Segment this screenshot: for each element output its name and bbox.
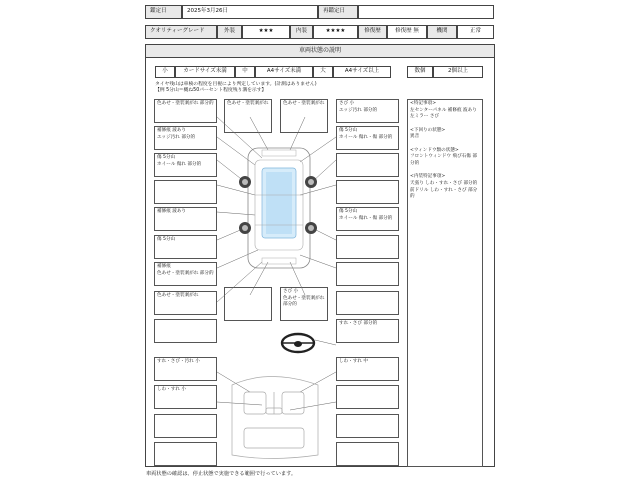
repair-history-value: 修復歴 無 (387, 25, 427, 39)
damage-note-left: しわ・すれ 小 (154, 385, 217, 409)
car-top-view (248, 148, 310, 268)
quality-grade-label: クオリティーグレード (145, 25, 217, 39)
damage-note-right: さび 小 エッジ汚れ 部分的 (336, 99, 399, 123)
damage-note-right: 傷 5分山 ホイール 傷れ・傷 部分的 (336, 126, 399, 150)
legend-large-desc: A4サイズ以上 (333, 66, 391, 78)
damage-note-inner-right: さび 小 色あせ・塗装剥がれ 部分的 (280, 287, 328, 321)
damage-note-left: 色あせ・塗装剥がれ 部分的 (154, 99, 217, 123)
steering-wheel-icon (282, 334, 314, 352)
footer-note: 車両状態の確認は、停止状態で実施できる範囲で行っています。 (146, 471, 297, 477)
section-title: 車両状態の説明 (145, 44, 495, 58)
damage-note-right: 傷 5分山 ホイール 傷れ・傷 部分的 (336, 207, 399, 231)
legend-medium-desc: A4サイズ未満 (255, 66, 313, 78)
legend-large: 大 (313, 66, 333, 78)
notes-panel: <特記事項> 左センターパネル 補修痕 波あり 左ミラー さび <下回りの状態> 異音 <ウィンドウ類の状態> フロントウィンドウ 飛び石傷 部分的 <内装特記事項> 天張り しわ・すれ・さび 部分的 前ドリル しわ・すれ・さび 部分的 (407, 99, 483, 467)
reinspection-label: 再鑑定日 (318, 5, 358, 19)
leader-lines (217, 117, 336, 410)
repair-history-label: 修復歴 (358, 25, 387, 39)
tire-note-line1: タイヤ残山は車検の程度を目視により判定しています。(計測はありません) (155, 82, 317, 87)
damage-note-inner-left: 色あせ・塗装剥がれ (224, 99, 272, 133)
legend-small-desc: カードサイズ未満 (175, 66, 235, 78)
legend-medium: 中 (235, 66, 255, 78)
inspection-date-label: 鑑定日 (145, 5, 182, 19)
interior-label: 内装 (290, 25, 313, 39)
legend-small: 小 (155, 66, 175, 78)
legend-count-desc: 2個以上 (433, 66, 483, 78)
legend-count-label: 数個 (407, 66, 433, 78)
engine-label: 機関 (427, 25, 457, 39)
inspection-date-value: 2025年3月26日 (182, 5, 318, 19)
tire-note-line2: 【例 5分山＝概ね50パーセント程度残り溝を示す】 (155, 88, 267, 93)
damage-note-left: 補修痕 色あせ・塗装剥がれ 部分的 (154, 262, 217, 286)
damage-note-left: 補修痕 波あり (154, 207, 217, 231)
engine-value: 正常 (457, 25, 494, 39)
damage-note-left: 傷 5分山 ホイール 傷れ 部分的 (154, 153, 217, 177)
damage-note-right: しわ・すれ 中 (336, 357, 399, 381)
damage-note-inner-right: 色あせ・塗装剥がれ (280, 99, 328, 133)
exterior-label: 外装 (217, 25, 242, 39)
damage-note-left: 色あせ・塗装剥がれ (154, 291, 217, 315)
damage-note-left: すれ・さび・汚れ 小 (154, 357, 217, 381)
damage-note-left: 傷 5分山 (154, 235, 217, 259)
damage-note-left: 補修痕 波あり エッジ汚れ 部分的 (154, 126, 217, 150)
interior-rating: ★★★★ (313, 25, 358, 39)
exterior-rating: ★★★ (242, 25, 290, 39)
damage-note-right: すれ・さび 部分的 (336, 319, 399, 343)
